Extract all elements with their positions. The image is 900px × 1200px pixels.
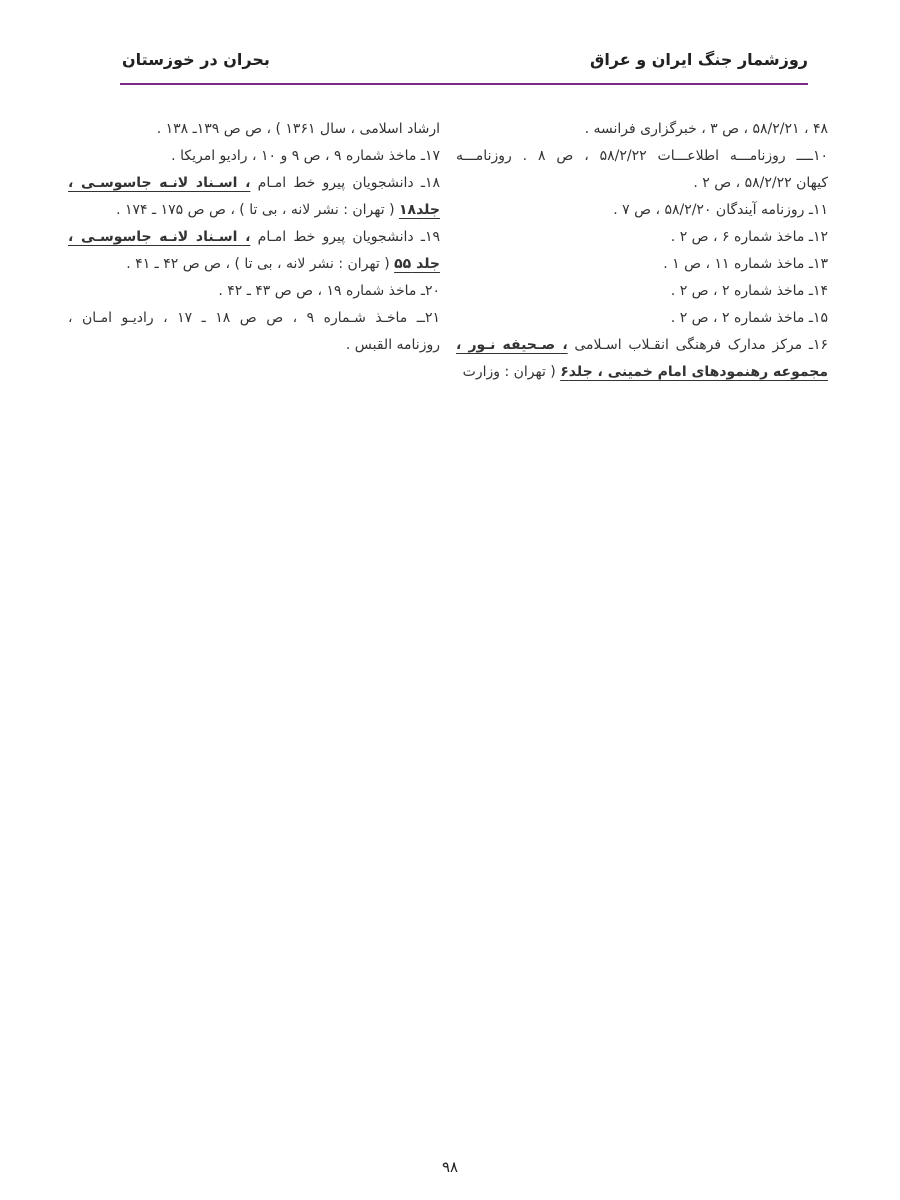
book-title: ، اسـناد لانـه جاسوسـی ، (68, 175, 251, 191)
header-divider (120, 83, 808, 85)
footnote-19 (68, 224, 440, 251)
footnote-18 (68, 170, 440, 197)
footnote-line (68, 251, 440, 278)
footnotes-left-column (68, 116, 440, 359)
footnote-12: ۱۲ـ ماخذ شماره ۶ ، ص ۲ . (670, 229, 828, 245)
footnote-text: ۱۶ـ مرکز مدارک فرهنگی انقـلاب اسـلامی (567, 337, 828, 353)
volume-label: جلد ۵۵ (394, 256, 440, 272)
running-header-chapter-title: بحران در خوزستان (122, 50, 270, 69)
footnote-line: ارشاد اسلامی ، سال ۱۳۶۱ ) ، ص ص ۱۳۹ـ ۱۳۸ . (156, 121, 440, 137)
footnote-17: ۱۷ـ ماخذ شماره ۹ ، ص ۹ و ۱۰ ، رادیو امریکا . (171, 148, 440, 164)
footnote-20: ۲۰ـ ماخذ شماره ۱۹ ، ص ص ۴۳ ـ ۴۲ . (218, 283, 440, 299)
footnote-line: ۴۸ ، ۵۸/۲/۲۱ ، ص ۳ ، خبرگزاری فرانسه . (584, 121, 828, 137)
book-title: ، صـحیفه نـور ، (456, 337, 568, 353)
footnote-line: کیهان ۵۸/۲/۲۲ ، ص ۲ . (693, 175, 828, 191)
running-header-book-title: روزشمار جنگ ایران و عراق (590, 50, 808, 69)
footnotes-right-column (456, 116, 828, 386)
book-title: ، اسـناد لانـه جاسوسـی ، (68, 229, 251, 245)
footnote-10: ۱۰ــــ روزنامـــه اطلاعـــات ۵۸/۲/۲۲ ، ص ۸ . روزنامـــه (456, 148, 829, 164)
footnote-13: ۱۳ـ ماخذ شماره ۱۱ ، ص ۱ . (663, 256, 828, 272)
footnote-line: روزنامه القبس . (345, 337, 440, 353)
footnote-text: ( تهران : نشر لانه ، بی تا ) ، ص ص ۱۷۵ ـ ۱۷۴ . (116, 202, 399, 218)
footnote-line (456, 359, 828, 386)
footnote-line (68, 197, 440, 224)
footnote-text: ( تهران : وزارت (462, 364, 561, 380)
footnote-16 (456, 332, 828, 359)
footnote-text: ۱۸ـ دانشجویان پیرو خط امـام (250, 175, 440, 191)
book-title: مجموعه رهنمودهای امام خمینی ، جلد۶ (560, 364, 828, 380)
page-number: ۹۸ (441, 1158, 459, 1176)
footnote-text: ۱۹ـ دانشجویان پیرو خط امـام (250, 229, 440, 245)
footnote-text: ( تهران : نشر لانه ، بی تا ) ، ص ص ۴۲ ـ ۴۱ . (126, 256, 395, 272)
footnote-11: ۱۱ـ روزنامه آیندگان ۵۸/۲/۲۰ ، ص ۷ . (613, 202, 828, 218)
footnote-15: ۱۵ـ ماخذ شماره ۲ ، ص ۲ . (670, 310, 828, 326)
footnote-14: ۱۴ـ ماخذ شماره ۲ ، ص ۲ . (670, 283, 828, 299)
footnote-21: ۲۱ــ ماخـذ شـماره ۹ ، ص ص ۱۸ ـ ۱۷ ، رادیـو امـان ، (68, 310, 440, 326)
volume-label: جلد۱۸ (399, 202, 440, 218)
